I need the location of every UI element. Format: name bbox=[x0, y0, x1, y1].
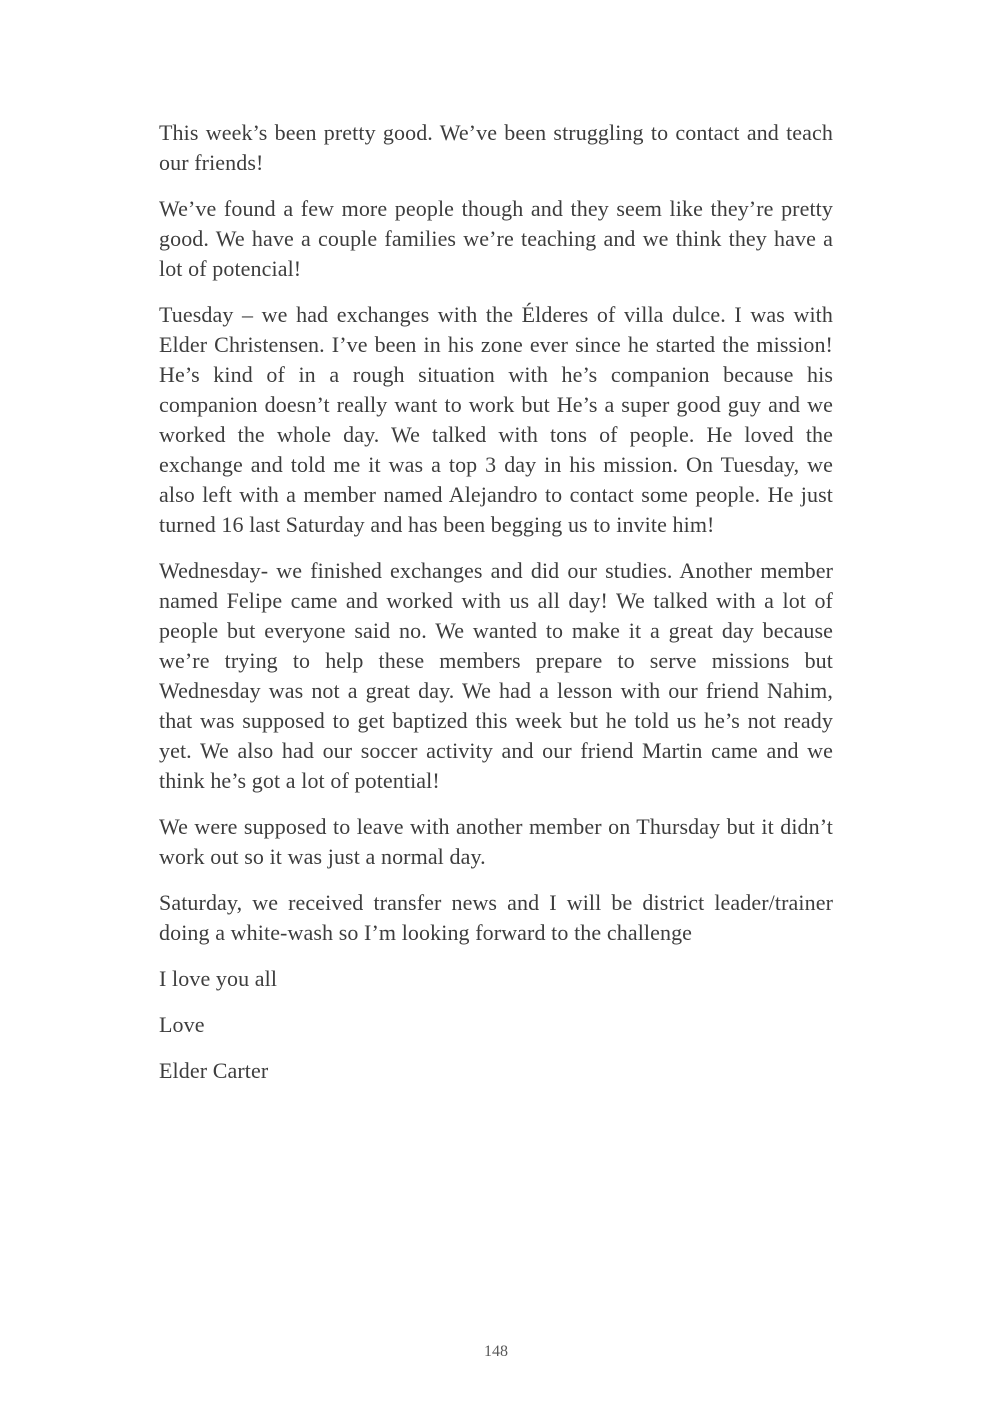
paragraph-saturday: Saturday, we received transfer news and I will be district leader/trainer doing a white-wash so I’m looking forward to the challenge bbox=[159, 890, 833, 945]
paragraph-week-summary: This week’s been pretty good. We’ve been struggling to contact and teach our friends! bbox=[159, 120, 833, 175]
letter-body bbox=[159, 118, 833, 1102]
closing-line-love-you: I love you all bbox=[159, 966, 278, 991]
closing-line-love: Love bbox=[159, 1012, 205, 1037]
page-number: 148 bbox=[484, 1343, 508, 1360]
paragraph-tuesday: Tuesday – we had exchanges with the Élderes of villa dulce. I was with Elder Christensen. I’ve been in his zone ever since he started the mission! He’s kind of in a rough situation with he’s companion because his companion doesn’t really want to work but He’s a super good guy and we worked the whole day. We talked with tons of people. He loved the exchange and told me it was a top 3 day in his mission. On Tuesday, we also left with a member named Alejandro to contact some people. He just turned 16 last Saturday and has been begging us to invite him! bbox=[159, 302, 833, 537]
paragraph-wednesday: Wednesday- we finished exchanges and did our studies. Another member named Felipe came and worked with us all day! We talked with a lot of people but everyone said no. We wanted to make it a great day because we’re trying to help these members prepare to serve missions but Wednesday was not a great day. We had a lesson with our friend Nahim, that was supposed to get baptized this week but he told us he’s not ready yet. We also had our soccer activity and our friend Martin came and we think he’s got a lot of potential! bbox=[159, 558, 833, 793]
closing-line-signature: Elder Carter bbox=[159, 1058, 269, 1083]
paragraph-thursday: We were supposed to leave with another member on Thursday but it didn’t work out so it was just a normal day. bbox=[159, 814, 833, 869]
paragraph-new-people: We’ve found a few more people though and they seem like they’re pretty good. We have a couple families we’re teaching and we think they have a lot of potencial! bbox=[159, 196, 833, 281]
